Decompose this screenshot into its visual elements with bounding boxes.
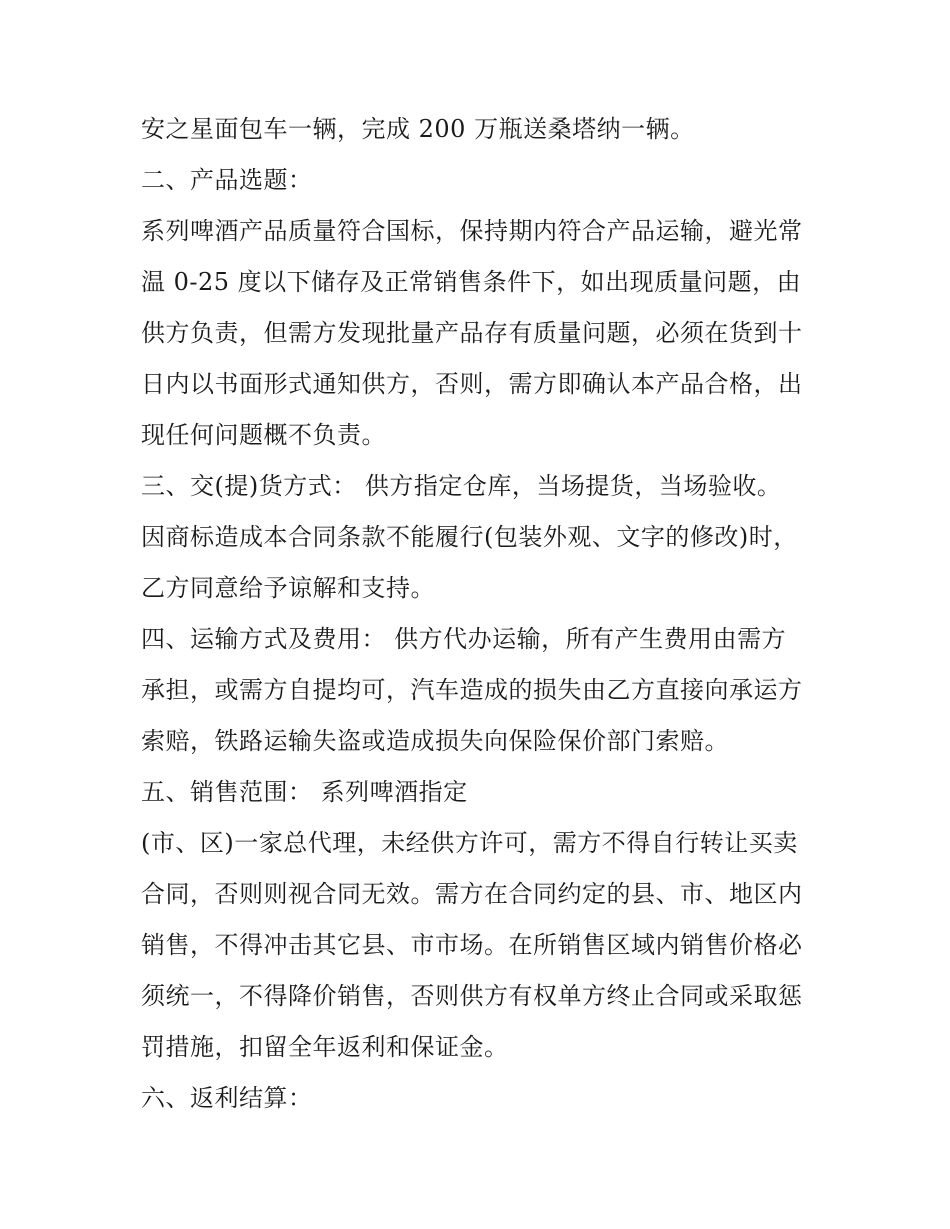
text-line: 销售，不得冲击其它县、市市场。在所销售区域内销售价格必	[141, 931, 803, 959]
text-line: 乙方同意给予谅解和支持。	[141, 574, 435, 602]
text-line: 因商标造成本合同条款不能履行(包装外观、文字的修改)时，	[141, 523, 798, 551]
text-line: 合同，否则则视合同无效。需方在合同约定的县、市、地区内	[141, 880, 803, 908]
text-line: 须统一，不得降价销售，否则供方有权单方终止合同或采取惩	[141, 982, 803, 1010]
text-line: 温 0-25 度以下储存及正常销售条件下，如出现质量问题，由	[141, 268, 802, 296]
text-line: 索赔，铁路运输失盗或造成损失向保险保价部门索赔。	[141, 727, 729, 755]
section-heading: 五、销售范围： 系列啤酒指定	[141, 778, 468, 806]
section-heading: 四、运输方式及费用： 供方代办运输，所有产生费用由需方	[141, 625, 787, 653]
text-line: (市、区)一家总代理，未经供方许可，需方不得自行转让买卖	[141, 829, 798, 857]
text-line: 日内以书面形式通知供方，否则，需方即确认本产品合格，出	[141, 370, 803, 398]
section-heading: 三、交(提)货方式： 供方指定仓库，当场提货，当场验收。	[141, 472, 782, 500]
text-line: 系列啤酒产品质量符合国标，保持期内符合产品运输，避光常	[141, 217, 803, 245]
text-line: 安之星面包车一辆，完成 200 万瓶送桑塔纳一辆。	[141, 115, 695, 143]
text-line: 承担，或需方自提均可，汽车造成的损失由乙方直接向承运方	[141, 676, 803, 704]
text-line: 罚措施，扣留全年返利和保证金。	[141, 1033, 509, 1061]
text-line: 现任何问题概不负责。	[141, 421, 386, 449]
section-heading: 六、返利结算：	[141, 1084, 313, 1112]
document-body	[141, 104, 821, 1124]
text-line: 供方负责，但需方发现批量产品存有质量问题，必须在货到十	[141, 319, 803, 347]
section-heading: 二、产品选题：	[141, 166, 313, 194]
